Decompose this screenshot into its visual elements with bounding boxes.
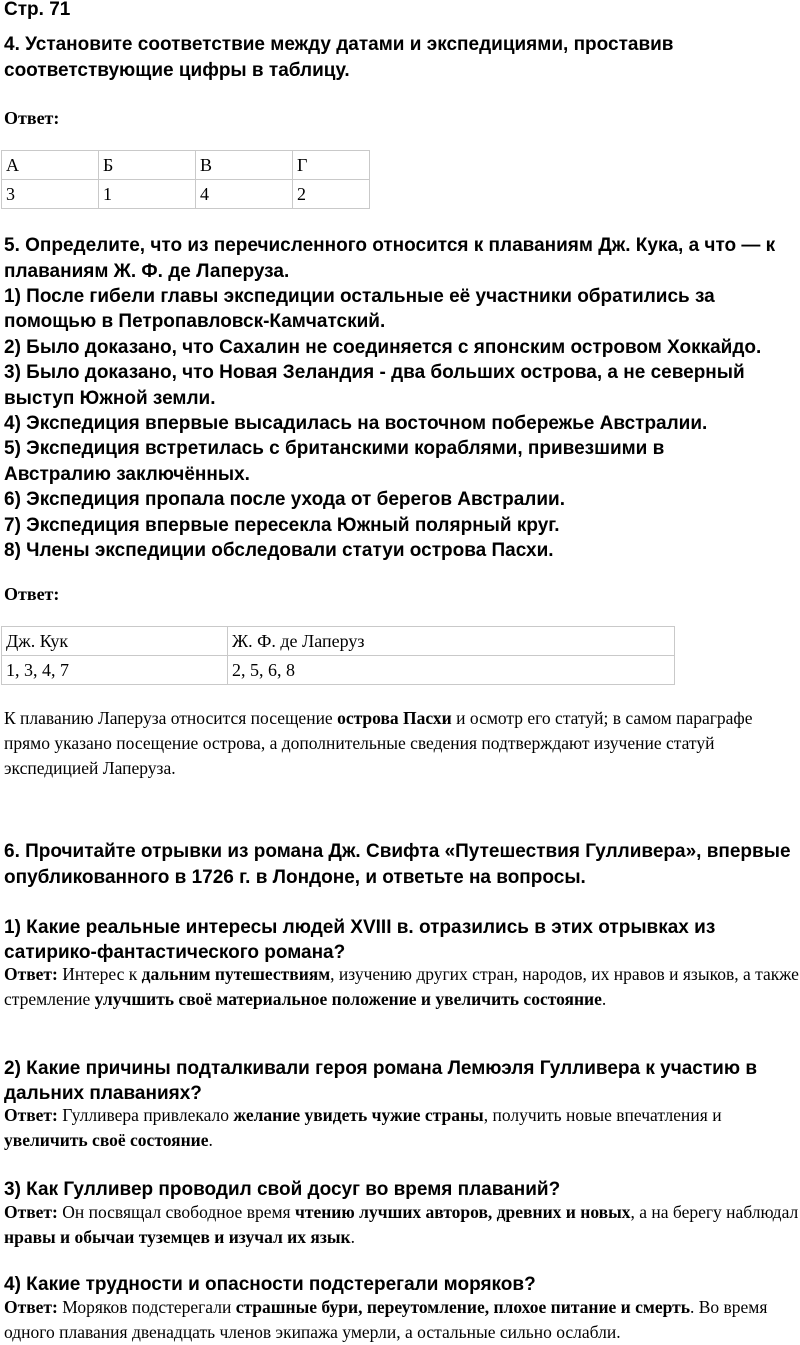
table-cell: 2 [293,180,370,209]
answer-text: Интерес к [62,964,142,984]
answer-highlight: нравы и обычаи туземцев и изучал их язык [4,1227,351,1247]
answer-prefix: Ответ: [4,964,58,984]
note-text: К плаванию Лаперуза относится посещение [4,708,338,728]
sub-answer-4 [4,1295,800,1345]
table-header-cell: В [196,151,293,180]
table-cell: 4 [196,180,293,209]
sub-answer-3 [4,1200,800,1250]
table-cell: 3 [2,180,99,209]
table-row [2,627,675,656]
sub-question-2: 2) Какие причины подталкивали героя романа Лемюэля Гулливера к участию в дальних плаваниях? [4,1058,758,1104]
statement-list [4,284,800,563]
answer-text: , изучению других стран, народов, их нравов и языков, а также стремление [4,964,799,1009]
explanation-note [4,706,794,781]
answer-text: Моряков подстерегали [62,1297,236,1317]
answer-highlight: улучшить своё материальное положение и увеличить состояние [94,989,602,1009]
answer-prefix: Ответ: [4,1297,58,1317]
answer-prefix: Ответ: [4,1105,58,1125]
list-item: 6) Экспедиция пропала после ухода от берегов Австралии. [4,489,565,511]
sub-question-4: 4) Какие трудности и опасности подстерегали моряков? [4,1274,536,1295]
answer-table-5 [1,626,675,685]
list-item: 8) Члены экспедиции обследовали статуи острова Пасхи. [4,540,554,562]
table-header-cell: А [2,151,99,180]
table-cell: 1, 3, 4, 7 [2,656,228,685]
page-reference: Стр. 71 [4,0,71,20]
sub-answer-2 [4,1103,800,1153]
list-item: 4) Экспедиция впервые высадилась на восточном побережье Австралии. [4,413,708,435]
answer-text: Он посвящал свободное время [62,1202,295,1222]
list-item: Австралию заключённых. [4,463,250,485]
list-item: выступ Южной земли. [4,387,216,409]
table-header-cell: Дж. Кук [2,627,228,656]
answer-label-4: Ответ: [4,108,60,128]
answer-text: . [601,989,607,1009]
answer-text: , получить новые впечатления и [483,1105,722,1125]
sub-question-1: 1) Какие реальные интересы людей XVIII в. отразились в этих отрывках из сатирико-фантастического романа? [4,917,716,963]
list-item: 2) Было доказано, что Сахалин не соединяется с японским островом Хоккайдо. [4,336,762,358]
answer-text: . [208,1130,213,1150]
list-item: 5) Экспедиция встретилась с британскими кораблями, привезшими в [4,438,665,460]
answer-highlight: дальним путешествиям [141,964,331,984]
table-row [2,656,675,685]
table-cell: 2, 5, 6, 8 [228,656,675,685]
note-highlight: острова Пасхи [337,708,452,728]
table-row [2,180,370,209]
sub-question-3: 3) Как Гулливер проводил свой досуг во время плаваний? [4,1179,561,1200]
answer-highlight: страшные бури, переутомление, плохое питание и смерть [235,1297,690,1317]
list-item: 7) Экспедиция впервые пересекла Южный полярный круг. [4,514,560,536]
sub-answer-1 [4,962,800,1012]
table-cell: 1 [99,180,196,209]
table-header-cell: Г [293,151,370,180]
answer-text: . Во время одного плавания двенадцать членов экипажа умерли, а остальные сильно ослабли. [4,1297,768,1342]
question-5: 5. Определите, что из перечисленного относится к плаваниям Дж. Кука, а что — к плаваниям Ж. Ф. де Лаперуза. [4,235,776,282]
table-header-cell: Ж. Ф. де Лаперуз [228,627,675,656]
question-4: 4. Установите соответствие между датами и экспедициями, проставив соответствующие цифры в таблицу. [4,34,674,81]
answer-text: , а на берегу наблюдал [630,1202,799,1222]
answer-highlight: желание увидеть чужие страны [233,1105,484,1125]
note-text: и осмотр его статуй; в самом параграфе прямо указано посещение острова, а дополнительные сведения подтверждают изучение статуй экспедицией Лаперуза. [4,708,753,778]
answer-highlight: увеличить своё состояние [4,1130,209,1150]
table-row [2,151,370,180]
list-item: 3) Было доказано, что Новая Зеландия - два больших острова, а не северный [4,362,745,384]
table-header-cell: Б [99,151,196,180]
question-6: 6. Прочитайте отрывки из романа Дж. Свифта «Путешествия Гулливера», впервые опубликованного в 1726 г. в Лондоне, и ответьте на вопросы. [4,841,791,888]
list-item: 1) После гибели главы экспедиции остальные её участники обратились за [4,286,715,307]
answer-label-5: Ответ: [4,584,60,604]
answer-text: Гулливера привлекало [62,1105,234,1125]
answer-prefix: Ответ: [4,1202,58,1222]
list-item: помощью в Петропавловск-Камчатский. [4,311,386,333]
answer-table-4 [1,150,370,209]
answer-text: . [350,1227,356,1247]
answer-highlight: чтению лучших авторов, древних и новых [294,1202,631,1222]
